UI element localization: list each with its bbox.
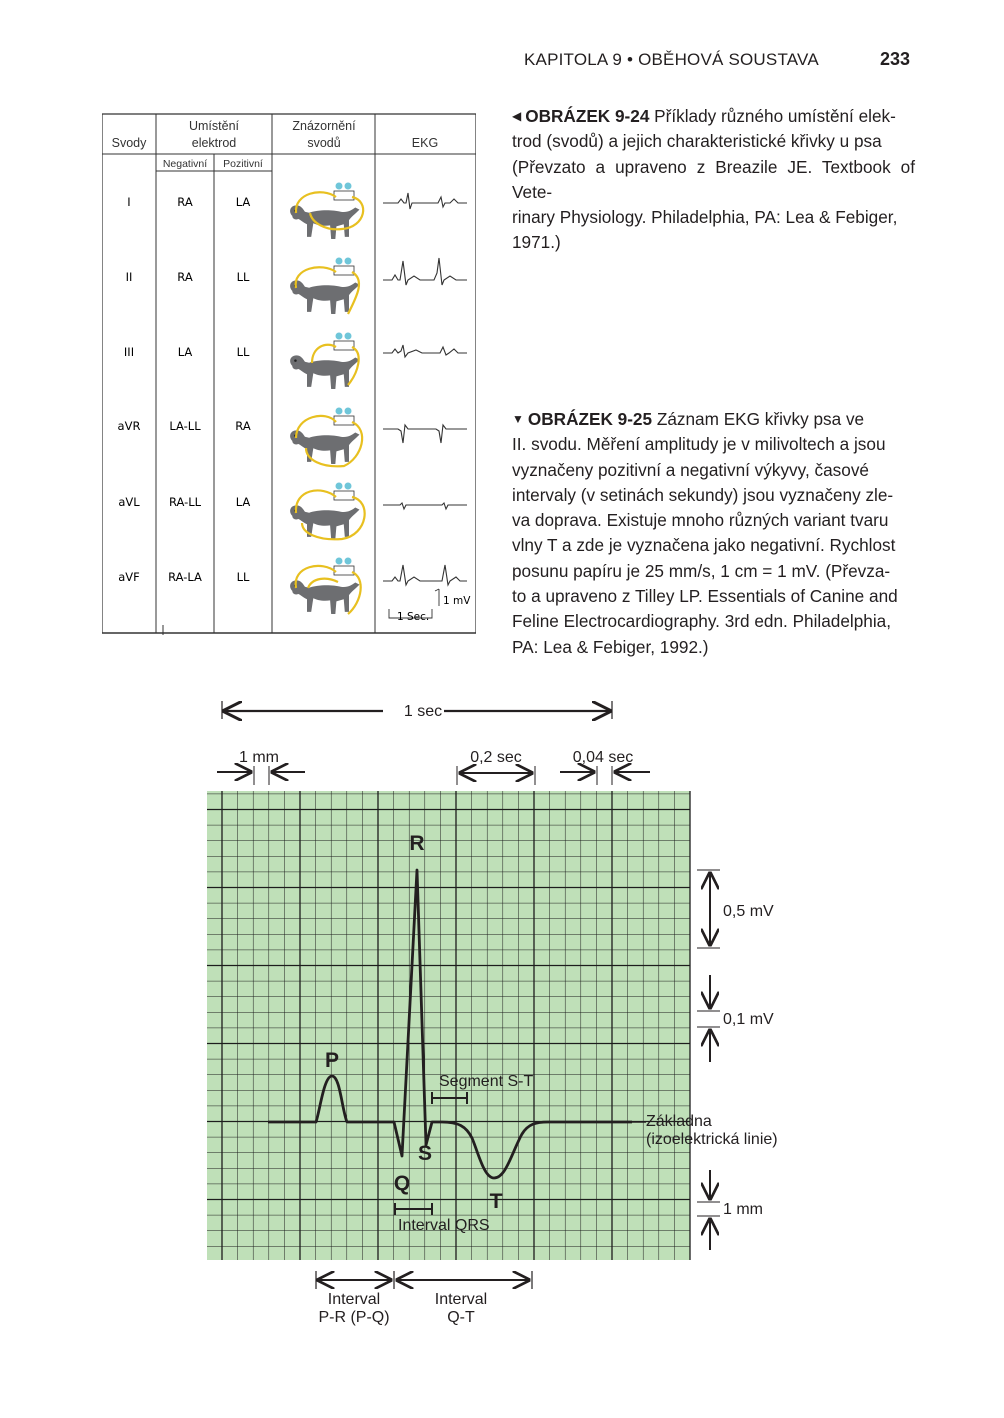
dog-lead-diagram <box>290 558 361 615</box>
caption-line: 1971.) <box>512 232 561 253</box>
caption-line: intervaly (v setinách sekundy) jsou vyznačeny zle- <box>512 484 894 505</box>
lead-name: II <box>125 270 133 284</box>
negative-electrode: RA <box>177 270 193 284</box>
positive-electrode: LA <box>235 195 251 209</box>
lead-name: aVL <box>118 495 140 509</box>
interval-qrs-label: Interval QRS <box>398 1217 490 1234</box>
positive-electrode: LL <box>236 270 250 284</box>
amplitude-05mv-label: 0,5 mV <box>723 903 774 920</box>
lead-name: III <box>123 345 135 359</box>
header-ekg: EKG <box>411 136 439 150</box>
wave-r-label: R <box>409 832 425 855</box>
caption-line: Feline Electrocardiography. 3rd edn. Philadelphia, <box>512 611 891 632</box>
lead-row <box>118 570 250 584</box>
ekg-trace <box>383 345 467 357</box>
negative-electrode: LA <box>177 345 193 359</box>
ekg-trace <box>383 565 467 585</box>
lead-row <box>126 270 250 284</box>
dog-lead-diagram <box>290 483 365 540</box>
amplitude-01mv-label: 0,1 mV <box>723 1011 774 1028</box>
negative-electrode: RA-LA <box>168 570 202 584</box>
triangle-left-icon: ◀ <box>512 109 522 123</box>
caption-line: (Převzato a upraveno z Breazile JE. Textbook of Vete- <box>512 156 915 202</box>
one-second-label: 1 sec <box>403 703 443 720</box>
ecg-grid-paper <box>207 791 690 1260</box>
big-square-time-label: 0,2 sec <box>470 749 522 766</box>
interval-qt-label: Interval <box>434 1291 488 1308</box>
header-znazorneni: Znázornění <box>292 119 356 133</box>
scale-sec-label: 1 Sec. <box>397 611 430 623</box>
lead-name: aVR <box>117 419 141 433</box>
wave-s-label: S <box>417 1142 433 1165</box>
dog-lead-diagram <box>290 183 363 240</box>
segment-st-label: Segment S-T <box>439 1073 534 1090</box>
wave-q-label: Q <box>393 1172 411 1195</box>
ecg-waveform-diagram <box>0 690 1004 1350</box>
negative-electrode: RA-LL <box>168 495 202 509</box>
caption-line: posunu papíru je 25 mm/s, 1 cm = 1 mV. (Převza- <box>512 560 891 581</box>
positive-electrode: LA <box>235 495 251 509</box>
caption-line: II. svodu. Měření amplitudy je v milivoltech a jsou <box>512 434 886 455</box>
header-svodu: svodů <box>307 136 341 150</box>
figure-24-caption <box>512 104 915 256</box>
ekg-trace <box>383 425 467 443</box>
interval-pr-sublabel: P-R (P-Q) <box>318 1309 390 1326</box>
lead-row <box>118 419 251 433</box>
caption-line: PA: Lea & Febiger, 1992.) <box>512 636 709 657</box>
header-umisteni: Umístění <box>188 119 240 133</box>
positive-electrode: RA <box>235 419 251 433</box>
triangle-down-icon: ▼ <box>512 412 524 426</box>
caption-line: va doprava. Existuje mnoho různých variant tvaru <box>512 510 889 531</box>
lead-placement-table <box>102 113 476 635</box>
wave-p-label: P <box>324 1049 340 1072</box>
lead-name: aVF <box>118 570 140 584</box>
negative-electrode: RA <box>177 195 193 209</box>
positive-electrode: LL <box>236 570 250 584</box>
amplitude-1mm-label: 1 mm <box>723 1201 763 1218</box>
dog-lead-diagram <box>290 408 362 467</box>
caption-line: Příklady různého umístění elek- <box>654 106 896 126</box>
header-pozitivni: Pozitivní <box>223 158 263 170</box>
baseline-sublabel: (izoelektrická linie) <box>646 1131 778 1148</box>
scale-mv-label: 1 mV <box>443 595 471 607</box>
ekg-trace <box>383 193 467 209</box>
caption-line: trod (svodů) a jejich charakteristické křivky u psa <box>512 131 882 152</box>
header-negativni: Negativní <box>162 158 208 170</box>
interval-pr-label: Interval <box>327 1291 381 1308</box>
positive-electrode: LL <box>236 345 250 359</box>
interval-qt-sublabel: Q-T <box>447 1309 475 1326</box>
page-number: 233 <box>880 49 911 69</box>
dog-lead-diagram <box>290 258 359 315</box>
caption-line: Záznam EKG křivky psa ve <box>656 409 865 429</box>
negative-electrode: LA-LL <box>169 419 201 433</box>
figure-25-caption <box>512 407 915 660</box>
lead-name: I <box>127 195 131 209</box>
header-elektrod: elektrod <box>191 136 237 150</box>
caption-line: to a upraveno z Tilley LP. Essentials of Canine and <box>512 586 898 607</box>
ekg-trace <box>383 258 467 285</box>
running-header: KAPITOLA 9 • OBĚHOVÁ SOUSTAVA <box>524 50 819 69</box>
caption-line: vlny T a zde je vyznačena jako negativní. Rychlost <box>512 535 896 556</box>
dog-lead-diagram <box>290 333 359 390</box>
figure-24-label: OBRÁZEK 9-24 <box>525 106 650 126</box>
header-svody: Svody <box>111 136 147 150</box>
figure-25-label: OBRÁZEK 9-25 <box>527 409 653 429</box>
one-mm-horizontal-label: 1 mm <box>239 749 279 766</box>
baseline-label: Základna <box>646 1113 712 1130</box>
lead-row <box>127 195 250 209</box>
caption-line: rinary Physiology. Philadelphia, PA: Lea & Febiger, <box>512 207 898 228</box>
small-square-time-label: 0,04 sec <box>572 749 634 766</box>
lead-row <box>124 345 250 359</box>
ekg-trace <box>383 503 467 509</box>
caption-line: vyznačeny pozitivní a negativní výkyvy, časové <box>512 459 869 480</box>
wave-t-label: T <box>489 1190 503 1213</box>
lead-row <box>118 495 250 509</box>
